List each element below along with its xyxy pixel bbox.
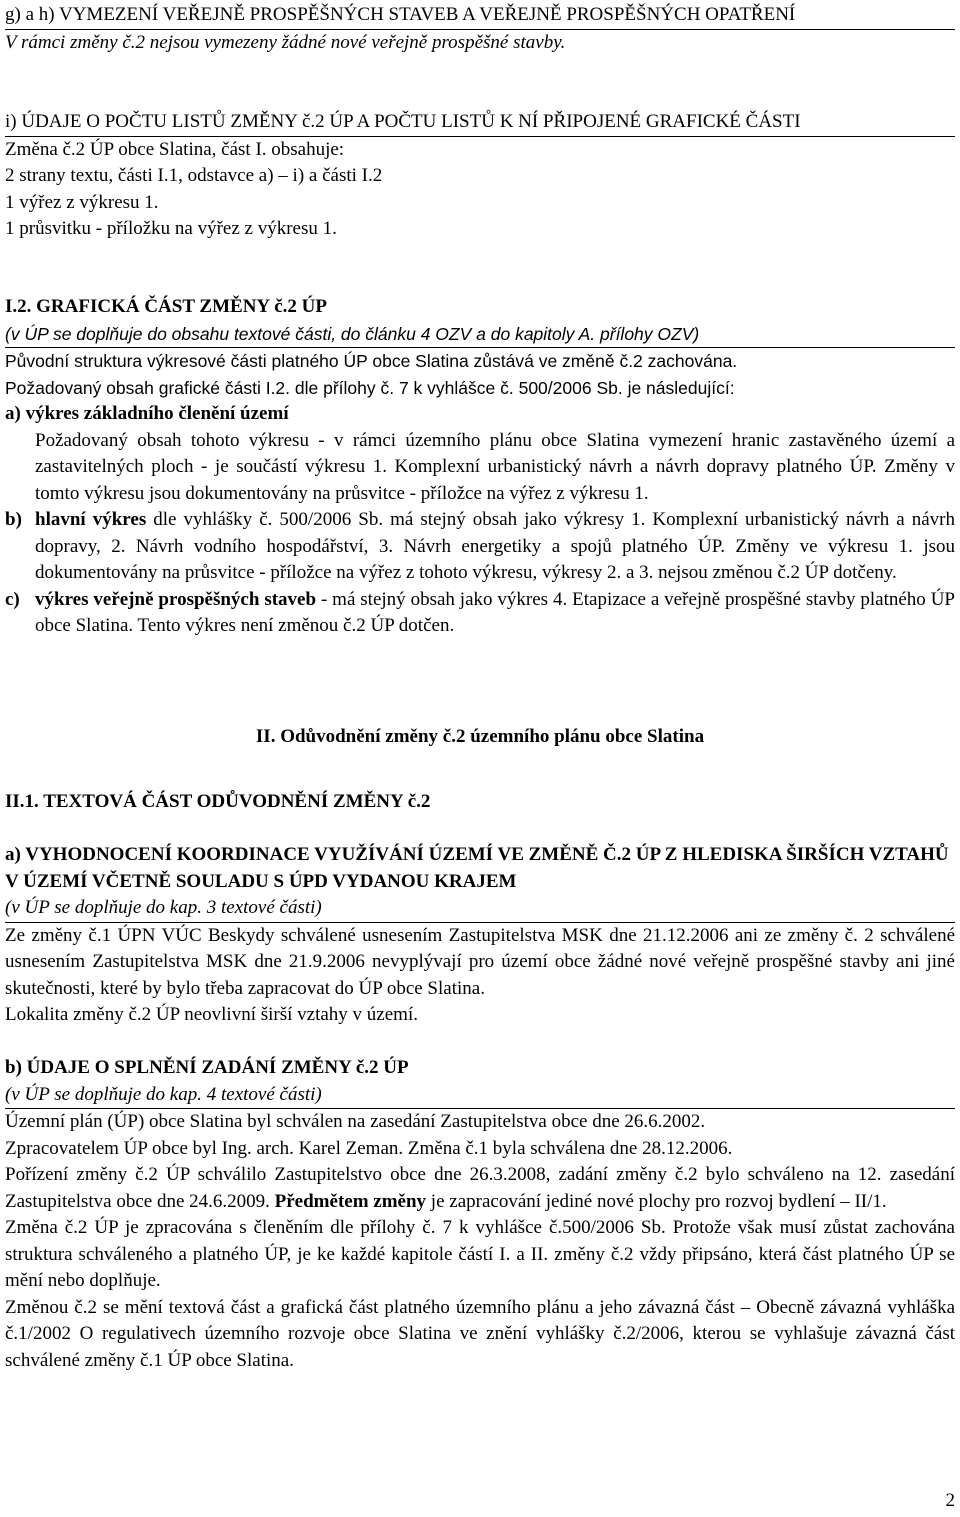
section-iib-p5: Změnou č.2 se mění textová část a grafická část platného územního plánu a jeho závazná část – Obecně závazná vyhláška č.1/2002 O regulativech územního rozvoje obce Slatina ve znění vyhlášky č.2/2006, kterou se vyhlašuje závazná část schválené změny č.1 ÚP obce Slatina. bbox=[5, 1296, 955, 1371]
section-i-line: Změna č.2 ÚP obce Slatina, část I. obsahuje: bbox=[5, 138, 345, 160]
item-b bbox=[5, 507, 955, 587]
section-iib-p4: Změna č.2 ÚP je zpracována s členěním dle přílohy č. 7 k vyhlášce č.500/2006 Sb. Protože však musí zůstat zachována struktura schváleného a platného ÚP, je ke každé kapitole částí I. a II. změny č.2 vždy připsáno, která část platného ÚP se mění nebo doplňuje. bbox=[5, 1217, 955, 1291]
item-b-title: hlavní výkres bbox=[35, 509, 147, 530]
item-b-text: dle vyhlášky č. 500/2006 Sb. má stejný obsah jako výkresy 1. Komplexní urbanistický návrh a návrh dopravy, 2. Návrh vodního hospodářství, 3. Návrh energetiky a spojů platného ÚP. Změny ve výkresu 1. jsou dokumentovány na průsvitce - příložce na výřez z tohoto výkresu, výkresy 2. a 3. nejsou změnou č.2 ÚP dotčeny. bbox=[35, 509, 955, 583]
section-iib-p3 bbox=[5, 1162, 955, 1215]
item-c-title: výkres veřejně prospěšných staveb bbox=[35, 588, 317, 610]
item-a-title: výkres základního členění území bbox=[25, 403, 289, 424]
section-iib-note: (v ÚP se doplňuje do kap. 4 textové části) bbox=[5, 1082, 955, 1110]
item-c bbox=[5, 587, 955, 640]
item-c-label: c) bbox=[5, 588, 20, 610]
page-number: 2 bbox=[945, 1490, 955, 1511]
item-a-label: a) bbox=[5, 403, 21, 424]
section-gh-heading: g) a h) VYMEZENÍ VEŘEJNĚ PROSPĚŠNÝCH STAVEB A VEŘEJNĚ PROSPĚŠNÝCH OPATŘENÍ bbox=[5, 2, 955, 30]
section-iib-p3-bold: Předmětem změny bbox=[274, 1190, 427, 1212]
section-iia-note: (v ÚP se doplňuje do kap. 3 textové části) bbox=[5, 895, 955, 923]
item-b-label: b) bbox=[5, 509, 22, 530]
section-i bbox=[5, 109, 955, 243]
section-iib-p2: Zpracovatelem ÚP obce byl Ing. arch. Karel Zeman. Změna č.1 byla schválena dne 28.12.2006. bbox=[5, 1137, 733, 1159]
section-i-line: 2 strany textu, části I.1, odstavce a) – i) a části I.2 bbox=[5, 165, 383, 186]
section-i-heading: i) ÚDAJE O POČTU LISTŮ ZMĚNY č.2 ÚP A POČTU LISTŮ K NÍ PŘIPOJENÉ GRAFICKÉ ČÁSTI bbox=[5, 109, 955, 137]
section-gh-text: V rámci změny č.2 nejsou vymezeny žádné nové veřejně prospěšné stavby. bbox=[5, 31, 566, 53]
section-ii1-heading: II.1. TEXTOVÁ ČÁST ODŮVODNĚNÍ ZMĚNY č.2 bbox=[5, 791, 431, 812]
section-iib-p3-text: Pořízení změny č.2 ÚP schválilo Zastupitelstvo obce dne 26.3.2008, zadání změny č.2 bylo schváleno na 12. zasedání Zastupitelstva obce dne 24.6.2009. bbox=[5, 1164, 955, 1212]
section-iia bbox=[5, 842, 955, 1029]
item-a-text: Požadovaný obsah tohoto výkresu - v rámci územního plánu obce Slatina vymezení hranic zastavěného území a zastavitelných ploch - je součástí výkresu 1. Komplexní urbanistický návrh a návrh dopravy platného ÚP. Změny v tomto výkresu jsou dokumentovány na průsvitce - příložce na výřez z výkresu 1. bbox=[35, 429, 955, 504]
section-i-line: 1 výřez z výkresu 1. bbox=[5, 191, 159, 213]
section-iia-text2: Lokalita změny č.2 ÚP neovlivní širší vztahy v území. bbox=[5, 1004, 418, 1025]
item-a bbox=[5, 401, 955, 428]
section-i2-note: (v ÚP se doplňuje do obsahu textové části, do článku 4 OZV a do kapitoly A. přílohy OZV) bbox=[5, 321, 955, 349]
section-iib-heading: b) ÚDAJE O SPLNĚNÍ ZADÁNÍ ZMĚNY č.2 ÚP bbox=[5, 1057, 409, 1078]
section-iia-heading: a) VYHODNOCENÍ KOORDINACE VYUŽÍVÁNÍ ÚZEMÍ VE ZMĚNĚ Č.2 ÚP Z HLEDISKA ŠIRŠÍCH VZTAHŮ V ÚZEMÍ VČETNĚ SOULADU S ÚPD VYDANOU KRAJEM bbox=[5, 844, 949, 892]
section-ii-heading: II. Odůvodnění změny č.2 územního plánu obce Slatina bbox=[255, 726, 705, 747]
section-iib-p3-rest: je zapracování jediné nové plochy pro rozvoj bydlení – II/1. bbox=[426, 1190, 887, 1212]
section-i-line: 1 průsvitku - příložku na výřez z výkresu 1. bbox=[5, 218, 337, 239]
section-i2-line1: Původní struktura výkresové části platného ÚP obce Slatina zůstává ve změně č.2 zachována. bbox=[5, 351, 738, 371]
item-c-text: - má stejný obsah jako výkres 4. Etapizace a veřejně prospěšné stavby platného ÚP obce Slatina. Tento výkres není změnou č.2 ÚP dotčen. bbox=[35, 588, 955, 636]
section-i2-line2: Požadovaný obsah grafické části I.2. dle přílohy č. 7 k vyhlášce č. 500/2006 Sb. je následující: bbox=[5, 377, 735, 398]
section-i2 bbox=[5, 294, 955, 640]
section-gh bbox=[5, 2, 955, 56]
section-iib bbox=[5, 1055, 955, 1374]
section-i2-heading: I.2. GRAFICKÁ ČÁST ZMĚNY č.2 ÚP bbox=[5, 296, 327, 317]
section-iib-p1: Územní plán (ÚP) obce Slatina byl schválen na zasedání Zastupitelstva obce dne 26.6.2002. bbox=[5, 1111, 706, 1132]
section-iia-text1: Ze změny č.1 ÚPN VÚC Beskydy schválené usnesením Zastupitelstva MSK dne 21.12.2006 ani ze změny č. 2 schválené usnesením Zastupitelstva MSK dne 21.9.2006 nevyplývají pro území obce žádné nové veřejně prospěšné stavby ani jiné skutečnosti, které by bylo třeba zapracovat do ÚP obce Slatina. bbox=[5, 924, 955, 999]
